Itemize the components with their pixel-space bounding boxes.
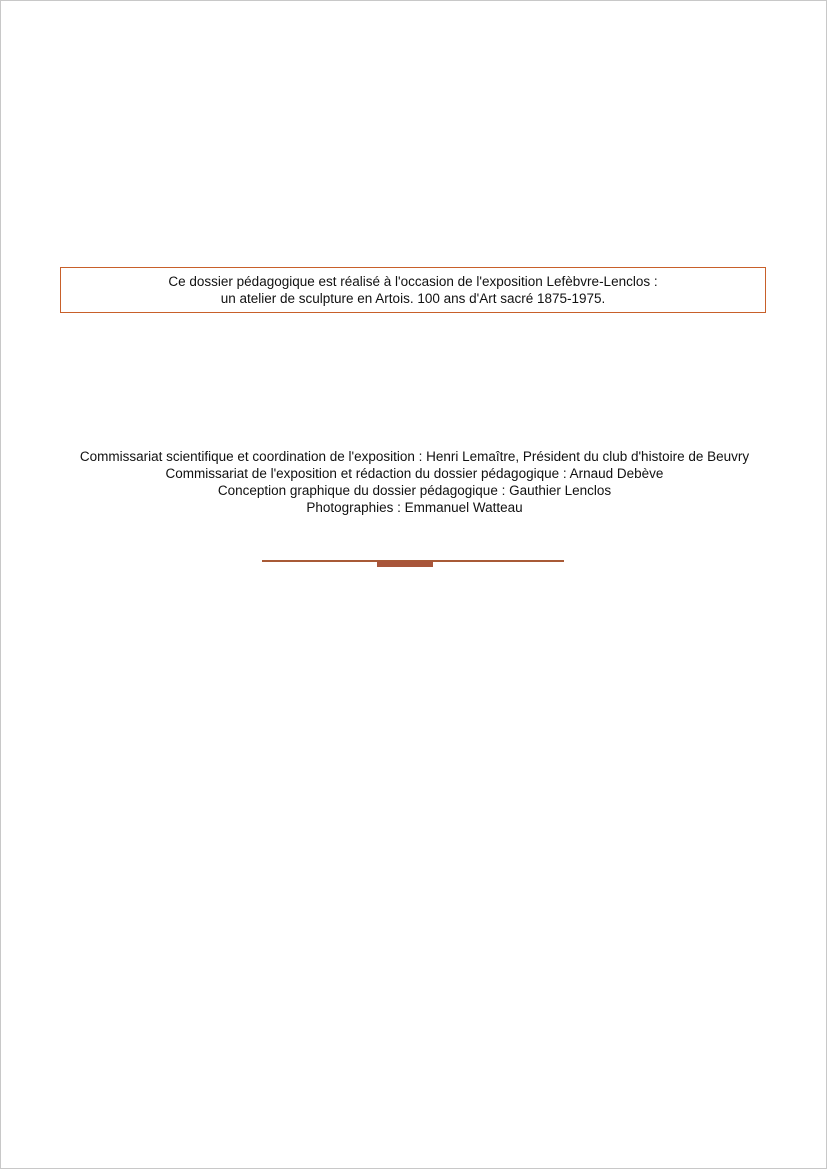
credit-curator-writer: Commissariat de l'exposition et rédaction du dossier pédagogique : Arnaud Debève xyxy=(165,466,664,481)
decorative-divider-block xyxy=(377,561,433,567)
credit-graphic-design: Conception graphique du dossier pédagogique : Gauthier Lenclos xyxy=(217,483,612,498)
credit-scientific-curator: Commissariat scientifique et coordination de l'exposition : Henri Lemaître, Président du club d'histoire de Beuvry xyxy=(79,449,750,464)
intro-line-1: Ce dossier pédagogique est réalisé à l'occasion de l'exposition Lefèbvre-Lenclos : xyxy=(168,274,658,289)
exhibition-intro-box xyxy=(60,267,766,313)
credits-block xyxy=(1,448,827,516)
credit-photography: Photographies : Emmanuel Watteau xyxy=(306,500,523,515)
intro-line-2: un atelier de sculpture en Artois. 100 ans d'Art sacré 1875-1975. xyxy=(220,291,606,306)
